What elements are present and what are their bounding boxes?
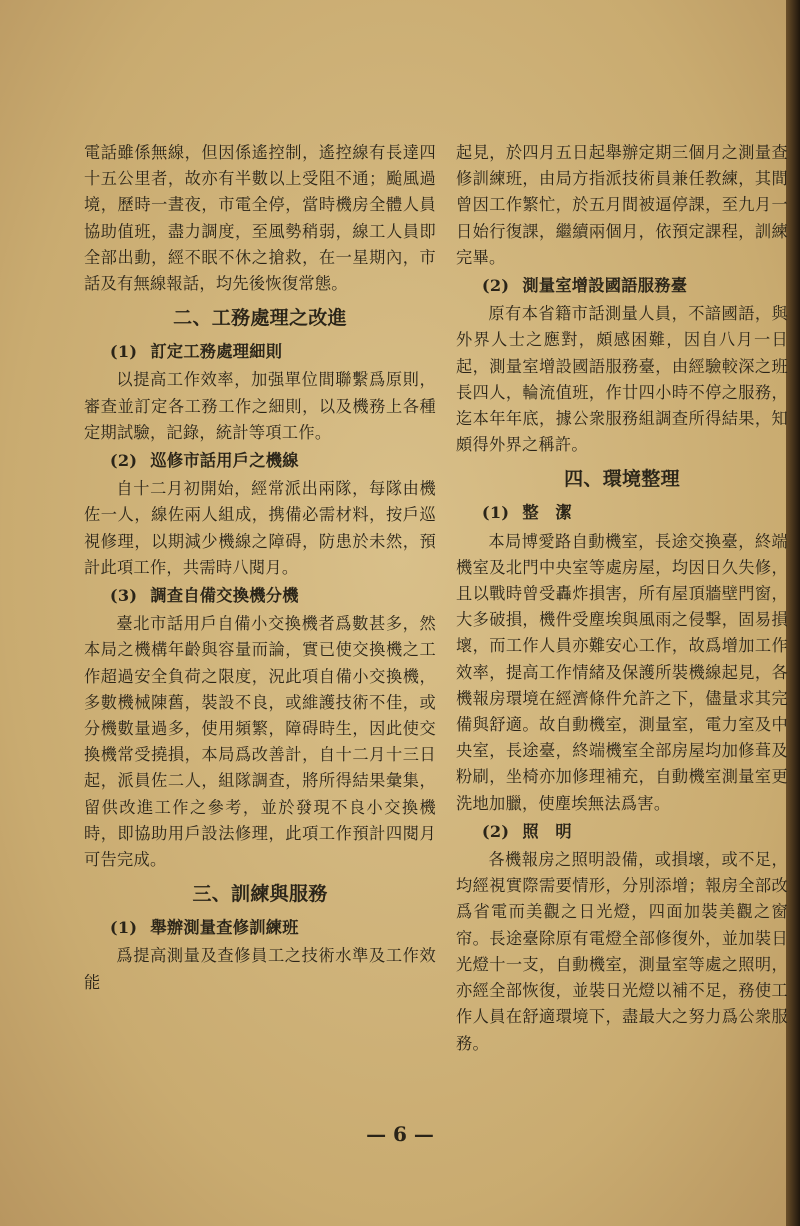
subsection-heading xyxy=(110,339,436,365)
page-edge-shadow xyxy=(786,0,800,1226)
subsection-number: (3) xyxy=(109,586,138,606)
subsection-number: (1) xyxy=(109,342,138,362)
subsection-title: 巡修市話用戶之機線 xyxy=(150,451,299,471)
paragraph-typhoon-repair: 電話雖係無線，但因係遙控制，遙控線有長達四十五公里者，故亦有半數以上受阻不通；颱風過境，歷時一晝夜，市電全停，當時機房全體人員協助值班，盡力調度，至風勢稍弱，線工人員即全部出動，經不眠不休之搶救，在一星期內，市話及有無線報話，均先後恢復常態。 xyxy=(84,143,436,294)
paragraph: 自十二月初開始，經常派出兩隊，每隊由機佐一人，線佐兩人組成，携備必需材料，按戶巡視修理，以期減少機線之障碍，防患於未然，預計此項工作，共需時八閱月。 xyxy=(84,479,436,577)
section-heading-environment: 四、環境整理 xyxy=(564,468,680,491)
paragraph: 本局博愛路自動機室，長途交換臺，終端機室及北門中央室等處房屋，均因日久失修，且以戰時曾受轟炸損害，所有屋頂牆壁門窗，大多破損，機件受塵埃與風雨之侵擊，固易損壞，而工作人員亦難安心工作，故爲增加工作效率，提高工作情緒及保護所裝機線起見，各機報房環境在經濟條件允許之下，儘量求其完備與舒適。故自動機室，測量室，電力室及中央室，長途臺，終端機室全部房屋均加修葺及粉刷，坐椅亦加修理補充，自動機室測量室更洗地加臘，使塵埃無法爲害。 xyxy=(456,531,788,813)
subsection-heading xyxy=(482,273,788,299)
paragraph: 以提高工作效率，加强單位間聯繫爲原則，審查並訂定各工務工作之細則，以及機務上各種定期試驗，記錄，統計等項工作。 xyxy=(84,370,436,442)
subsection-title: 調查自備交換機分機 xyxy=(150,586,299,606)
subsection-title: 整 潔 xyxy=(522,503,572,523)
paragraph: 臺北市話用戶自備小交換機者爲數甚多，然本局之機構年齡與容量而論，實已使交換機之工作超過安全負荷之限度，況此項自備小交換機，多數機械陳舊，裝設不良，或維護技術不佳，或分機數量過多，使用頻繁，障碍時生，因此使交換機常受撓損，本局爲改善計，自十二月十三日起，派員佐二人，組隊調查，將所得結果彙集，留供改進工作之參考，並於發現不良小交換機時，即協助用戶設法修理，此項工作預計四閱月可告完成。 xyxy=(84,614,436,870)
paragraph-training-continued: 起見，於四月五日起舉辦定期三個月之測量查修訓練班，由局方指派技術員兼任教練，其間曾因工作繁忙，於五月間被逼停課，至九月一日始行復課，繼續兩個月，依預定課程，訓練完畢。 xyxy=(456,143,788,267)
subsection-heading xyxy=(482,819,788,845)
subsection-number: (2) xyxy=(109,451,138,471)
subsection-number: (2) xyxy=(481,276,510,296)
right-column xyxy=(456,140,788,1057)
subsection-number: (1) xyxy=(109,918,138,938)
subsection-title: 舉辦測量查修訓練班 xyxy=(150,918,299,938)
subsection-heading xyxy=(110,448,436,474)
section-heading-engineering: 二、工務處理之改進 xyxy=(173,307,347,330)
subsection-number: (2) xyxy=(481,821,510,841)
subsection-title: 測量室增設國語服務臺 xyxy=(522,276,688,296)
paragraph: 原有本省籍市話測量人員，不諳國語，與外界人士之應對，頗感困難，因自八月一日起，測量室增設國語服務臺，由經驗較深之班長四人，輪流值班，作廿四小時不停之服務，迄本年年底，據公衆服務組調查所得結果，知頗得外界之稱許。 xyxy=(456,304,788,455)
section-heading-training: 三、訓練與服務 xyxy=(192,883,328,906)
paragraph: 爲提高測量及查修員工之技術水準及工作效能 xyxy=(84,946,436,992)
subsection-number: (1) xyxy=(481,503,510,523)
left-column xyxy=(84,140,436,996)
page-number: — 6 — xyxy=(366,1122,434,1146)
paragraph: 各機報房之照明設備，或損壞，或不足，均經視實際需要情形，分別添增；報房全部改爲省電而美觀之日光燈，四面加裝美觀之窗帘。長途臺除原有電燈全部修復外，並加裝日光燈十一支，自動機室，測量室等處之照明，亦經全部恢復，並裝日光燈以補不足，務使工作人員在舒適環境下，盡最大之努力爲公衆服務。 xyxy=(456,850,788,1053)
subsection-title: 訂定工務處理細則 xyxy=(150,342,283,362)
subsection-title: 照 明 xyxy=(522,821,572,841)
subsection-heading xyxy=(110,915,436,941)
subsection-heading xyxy=(482,500,788,526)
subsection-heading xyxy=(110,583,436,609)
